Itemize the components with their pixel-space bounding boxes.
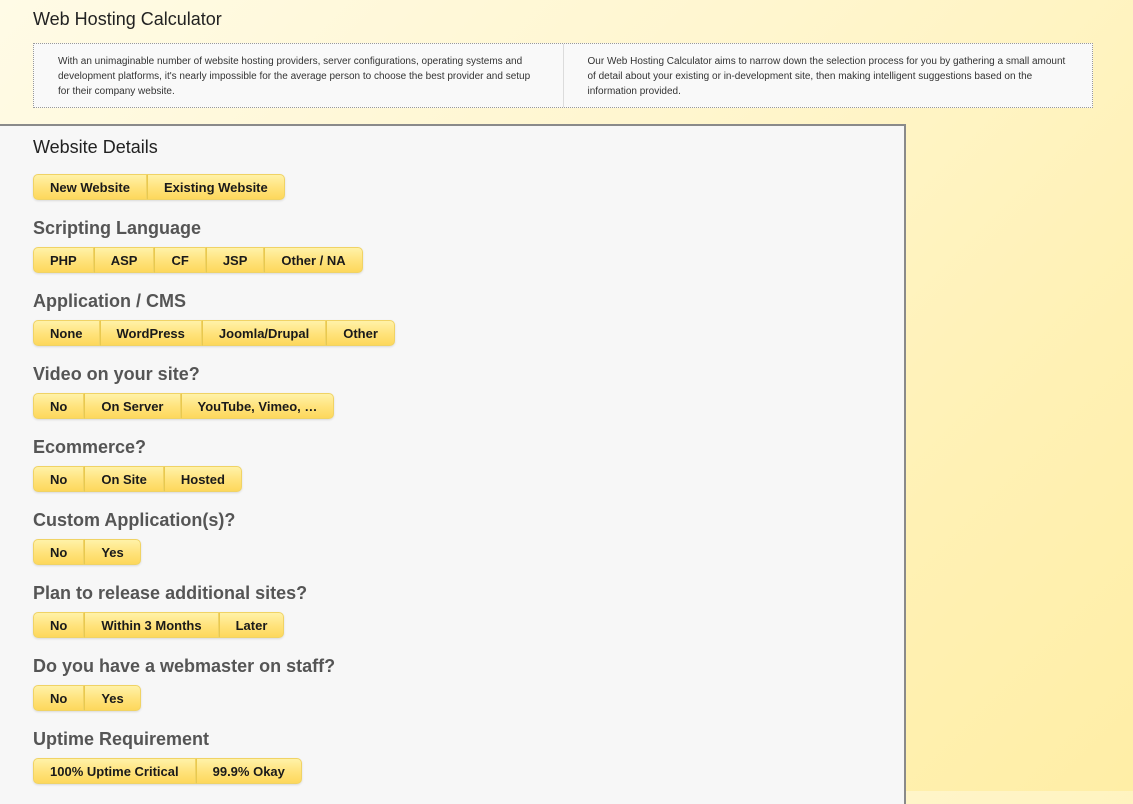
- site-type-question: [33, 174, 285, 200]
- additional-sites-label: Plan to release additional sites?: [33, 583, 308, 603]
- website-details-panel: [0, 124, 906, 804]
- uptime-question: [33, 728, 302, 784]
- intro-left-text: With an unimaginable number of website hosting providers, server configurations, operating systems and development platforms, it's nearly impossible for the average person to choose the best provider and setup for their company website.: [58, 56, 531, 97]
- video-question: [33, 363, 334, 419]
- ecommerce-hosted-button[interactable]: Hosted: [164, 466, 242, 492]
- additional-sites-question: [33, 582, 307, 638]
- cms-other-button[interactable]: Other: [326, 320, 395, 346]
- additional-sites-options: [33, 612, 284, 638]
- custom-application-label: Custom Application(s)?: [33, 510, 236, 530]
- other-na-button[interactable]: Other / NA: [264, 247, 362, 273]
- custom-application-question: [33, 509, 235, 565]
- ecommerce-no-button[interactable]: No: [33, 466, 84, 492]
- panel-title: Website Details: [33, 137, 158, 157]
- page-title: Web Hosting Calculator: [33, 9, 222, 29]
- webmaster-no-button[interactable]: No: [33, 685, 84, 711]
- uptime-okay-button[interactable]: 99.9% Okay: [196, 758, 302, 784]
- custom-application-options: [33, 539, 141, 565]
- webmaster-question: [33, 655, 335, 711]
- additional-sites-no-button[interactable]: No: [33, 612, 84, 638]
- site-type-options: [33, 174, 285, 200]
- asp-button[interactable]: ASP: [94, 247, 155, 273]
- scripting-language-question: [33, 217, 363, 273]
- ecommerce-options: [33, 466, 242, 492]
- intro-box: [33, 43, 1093, 108]
- webmaster-options: [33, 685, 141, 711]
- jsp-button[interactable]: JSP: [206, 247, 265, 273]
- ecommerce-on-site-button[interactable]: On Site: [84, 466, 164, 492]
- uptime-label: Uptime Requirement: [33, 729, 210, 749]
- video-youtube-vimeo-button[interactable]: YouTube, Vimeo, …: [181, 393, 335, 419]
- cms-options: [33, 320, 395, 346]
- scripting-language-label: Scripting Language: [33, 218, 202, 238]
- within-3-months-button[interactable]: Within 3 Months: [84, 612, 218, 638]
- wordpress-button[interactable]: WordPress: [100, 320, 202, 346]
- later-button[interactable]: Later: [219, 612, 285, 638]
- new-website-button[interactable]: New Website: [33, 174, 147, 200]
- video-on-server-button[interactable]: On Server: [84, 393, 180, 419]
- cms-label: Application / CMS: [33, 291, 186, 311]
- video-label: Video on your site?: [33, 364, 200, 384]
- uptime-options: [33, 758, 302, 784]
- php-button[interactable]: PHP: [33, 247, 94, 273]
- intro-right-text: Our Web Hosting Calculator aims to narrow down the selection process for you by gathering a small amount of detail about your existing or in-development site, then making intelligent suggestions based on the information provided.: [563, 44, 1093, 107]
- joomla-drupal-button[interactable]: Joomla/Drupal: [202, 320, 326, 346]
- scripting-language-options: [33, 247, 363, 273]
- cms-question: [33, 290, 395, 346]
- ecommerce-label: Ecommerce?: [33, 437, 147, 457]
- uptime-critical-button[interactable]: 100% Uptime Critical: [33, 758, 196, 784]
- custom-app-yes-button[interactable]: Yes: [84, 539, 140, 565]
- ecommerce-question: [33, 436, 242, 492]
- existing-website-button[interactable]: Existing Website: [147, 174, 285, 200]
- video-options: [33, 393, 334, 419]
- webmaster-label: Do you have a webmaster on staff?: [33, 656, 336, 676]
- cf-button[interactable]: CF: [154, 247, 205, 273]
- custom-app-no-button[interactable]: No: [33, 539, 84, 565]
- cms-none-button[interactable]: None: [33, 320, 100, 346]
- webmaster-yes-button[interactable]: Yes: [84, 685, 140, 711]
- video-no-button[interactable]: No: [33, 393, 84, 419]
